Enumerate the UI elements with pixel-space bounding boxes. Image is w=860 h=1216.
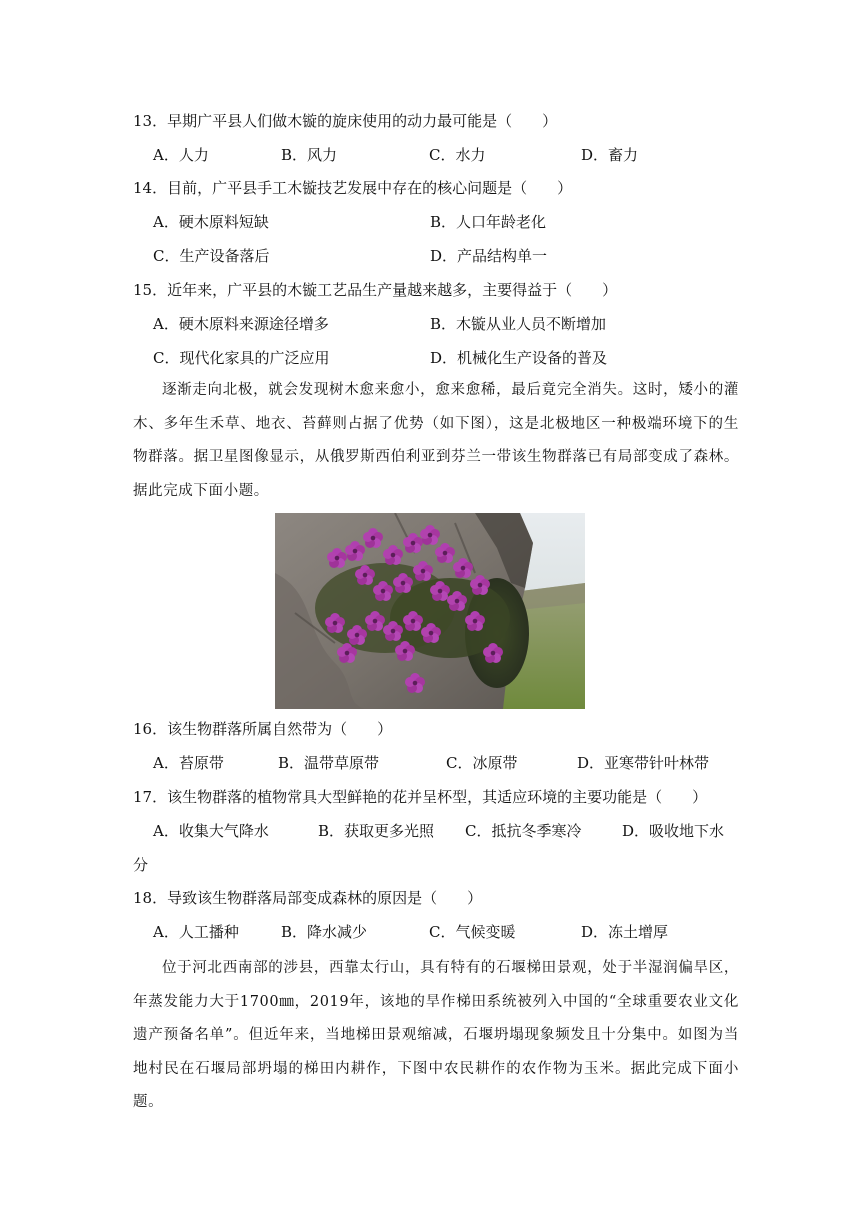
- q16-option-d: D．亚寒带针叶林带: [577, 754, 710, 772]
- q18-option-b: B．降水减少: [281, 923, 368, 941]
- q18-option-a: A．人工播种: [153, 923, 239, 941]
- q13-option-c: C．水力: [429, 146, 486, 164]
- question-17-stem: 17．该生物群落的植物常具大型鲜艳的花并呈杯型，其适应环境的主要功能是（ ）: [133, 788, 708, 806]
- q18-option-d: D．冻土增厚: [581, 923, 669, 941]
- question-18-stem: 18．导致该生物群落局部变成森林的原因是（ ）: [133, 889, 483, 907]
- q18-option-c: C．气候变暖: [429, 923, 516, 941]
- q13-option-b: B．风力: [281, 146, 338, 164]
- q16-option-c: C．冰原带: [446, 754, 518, 772]
- passage-arctic: 逐渐走向北极，就会发现树木愈来愈小，愈来愈稀，最后竟完全消失。这时，矮小的灌木、多年生禾草、地衣、苔藓则占据了优势（如下图），这是北极地区一种极端环境下的生物群落。据卫星图像显示，从俄罗斯西伯利亚到芬兰一带该生物群落已有局部变成了森林。据此完成下面小题。: [133, 382, 739, 499]
- q17-option-b: B．获取更多光照: [318, 822, 435, 840]
- q13-option-a: A．人力: [153, 146, 209, 164]
- q14-option-b: B．人口年龄老化: [430, 213, 547, 231]
- question-16-stem: 16．该生物群落所属自然带为（ ）: [133, 720, 393, 738]
- question-14-stem: 14．目前，广平县手工木镟技艺发展中存在的核心问题是（ ）: [133, 179, 573, 197]
- question-13-stem: 13．早期广平县人们做木镟的旋床使用的动力最可能是（ ）: [133, 112, 558, 130]
- q14-option-c: C．生产设备落后: [153, 247, 270, 265]
- question-15-stem: 15．近年来，广平县的木镟工艺品生产量越来越多，主要得益于（ ）: [133, 281, 618, 299]
- q14-option-d: D．产品结构单一: [430, 247, 548, 265]
- q14-option-a: A．硬木原料短缺: [153, 213, 269, 231]
- q16-option-b: B．温带草原带: [278, 754, 380, 772]
- q17-option-d: D．吸收地下水: [622, 822, 725, 840]
- q15-option-b: B．木镟从业人员不断增加: [430, 315, 607, 333]
- q17-option-c: C．抵抗冬季寒冷: [465, 822, 582, 840]
- q15-option-c: C．现代化家具的广泛应用: [153, 349, 330, 367]
- q17-option-d-wrap: 分: [133, 856, 149, 874]
- q15-option-d: D．机械化生产设备的普及: [430, 349, 608, 367]
- q13-option-d: D．畜力: [581, 146, 639, 164]
- q15-option-a: A．硬木原料来源途径增多: [153, 315, 329, 333]
- passage-shexian-terraces: 位于河北西南部的涉县，西靠太行山，具有特有的石堰梯田景观，处于半湿润偏旱区，年蒸发能力大于1700㎜，2019年，该地的旱作梯田系统被列入中国的“全球重要农业文化遗产预备名单”。但近年来，当地梯田景观缩减，石堰坍塌现象频发且十分集中。如图为当地村民在石堰局部坍塌的梯田内耕作，下图中农民耕作的农作物为玉米。据此完成下面小题。: [133, 960, 739, 1110]
- arctic-flower-photo: [275, 513, 585, 709]
- q16-option-a: A．苔原带: [153, 754, 224, 772]
- q17-option-a: A．收集大气降水: [153, 822, 269, 840]
